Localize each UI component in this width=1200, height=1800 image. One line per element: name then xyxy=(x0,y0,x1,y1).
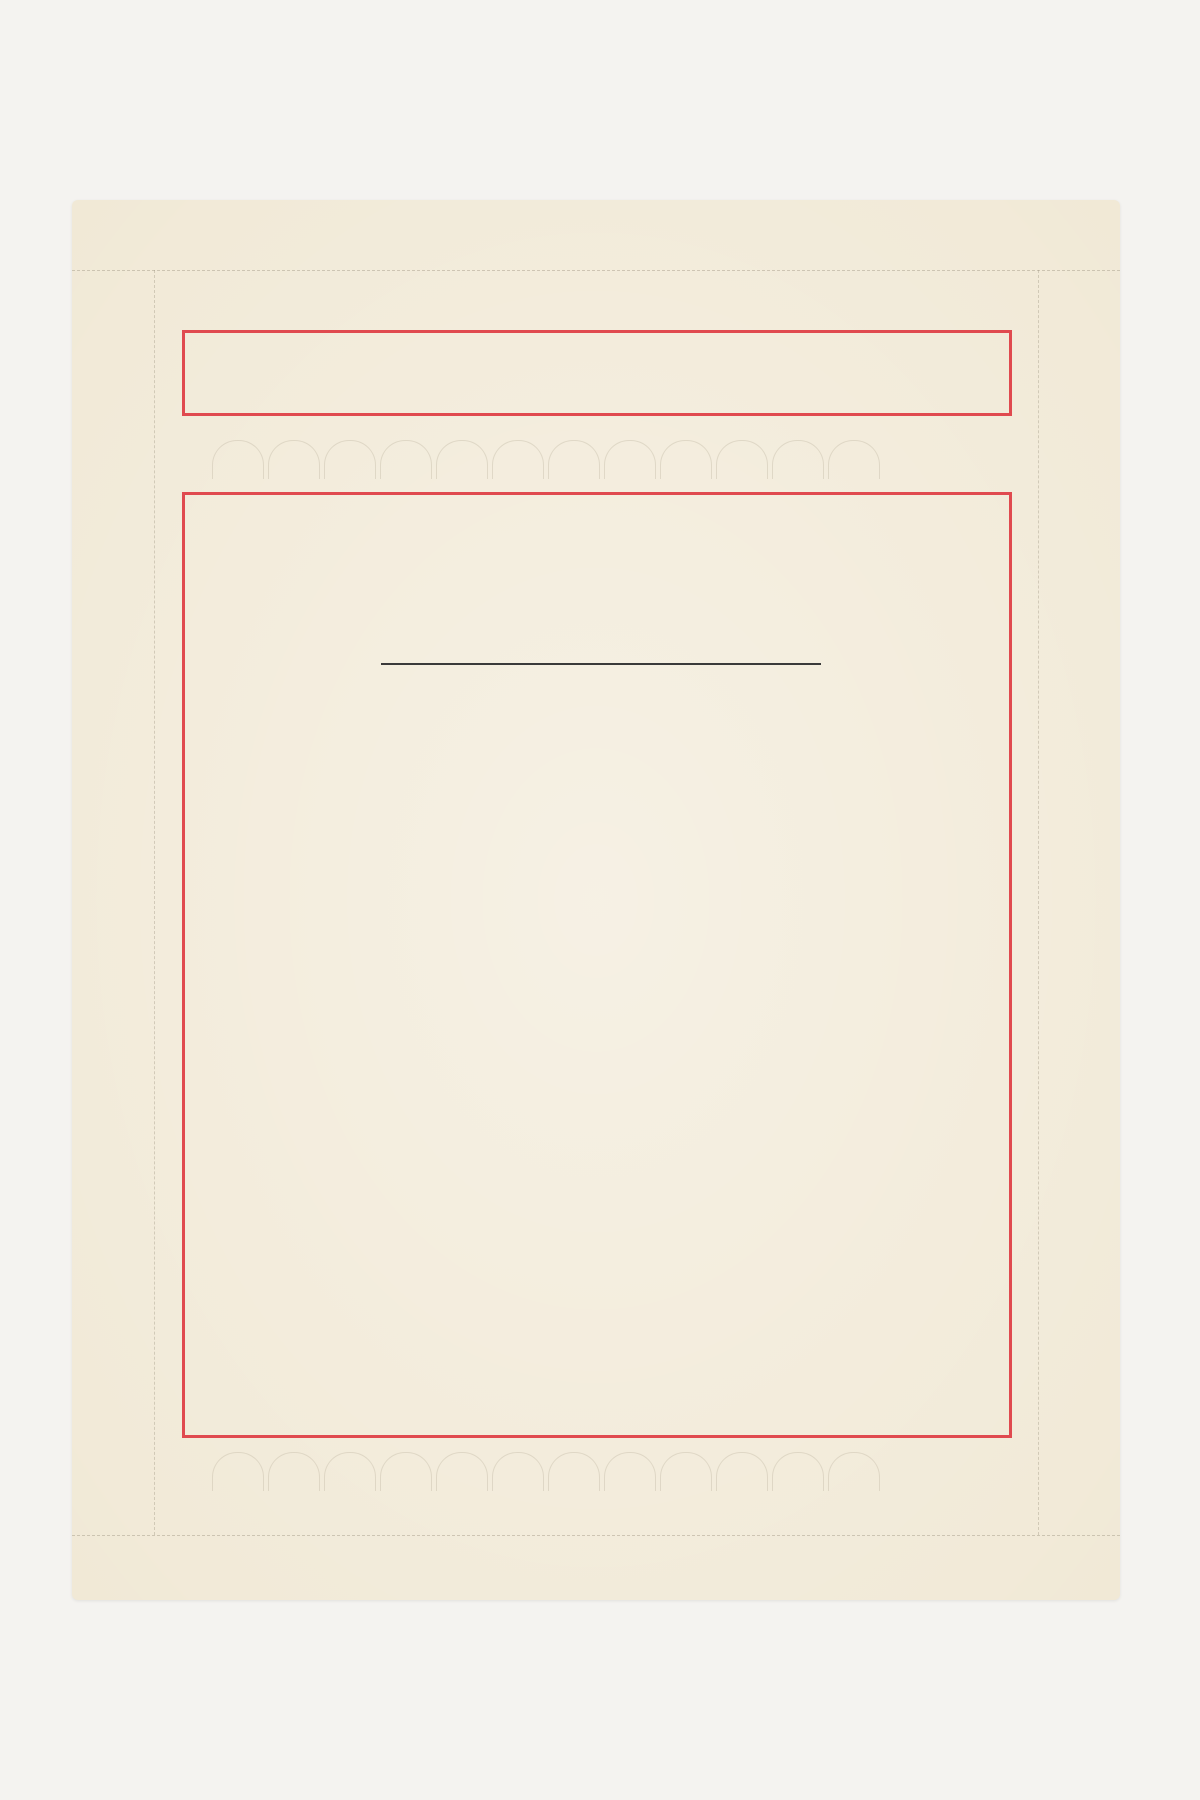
left-perforation xyxy=(154,270,155,1535)
top-perforation xyxy=(72,270,1120,271)
series-header-box xyxy=(182,330,1012,416)
bottom-perforation xyxy=(72,1535,1120,1536)
analysis-box xyxy=(182,492,1012,1438)
right-perforation xyxy=(1038,270,1039,1535)
embossed-arches-bottom xyxy=(212,1452,880,1491)
embossed-arches-top xyxy=(212,440,880,479)
bidding-divider xyxy=(381,663,821,665)
